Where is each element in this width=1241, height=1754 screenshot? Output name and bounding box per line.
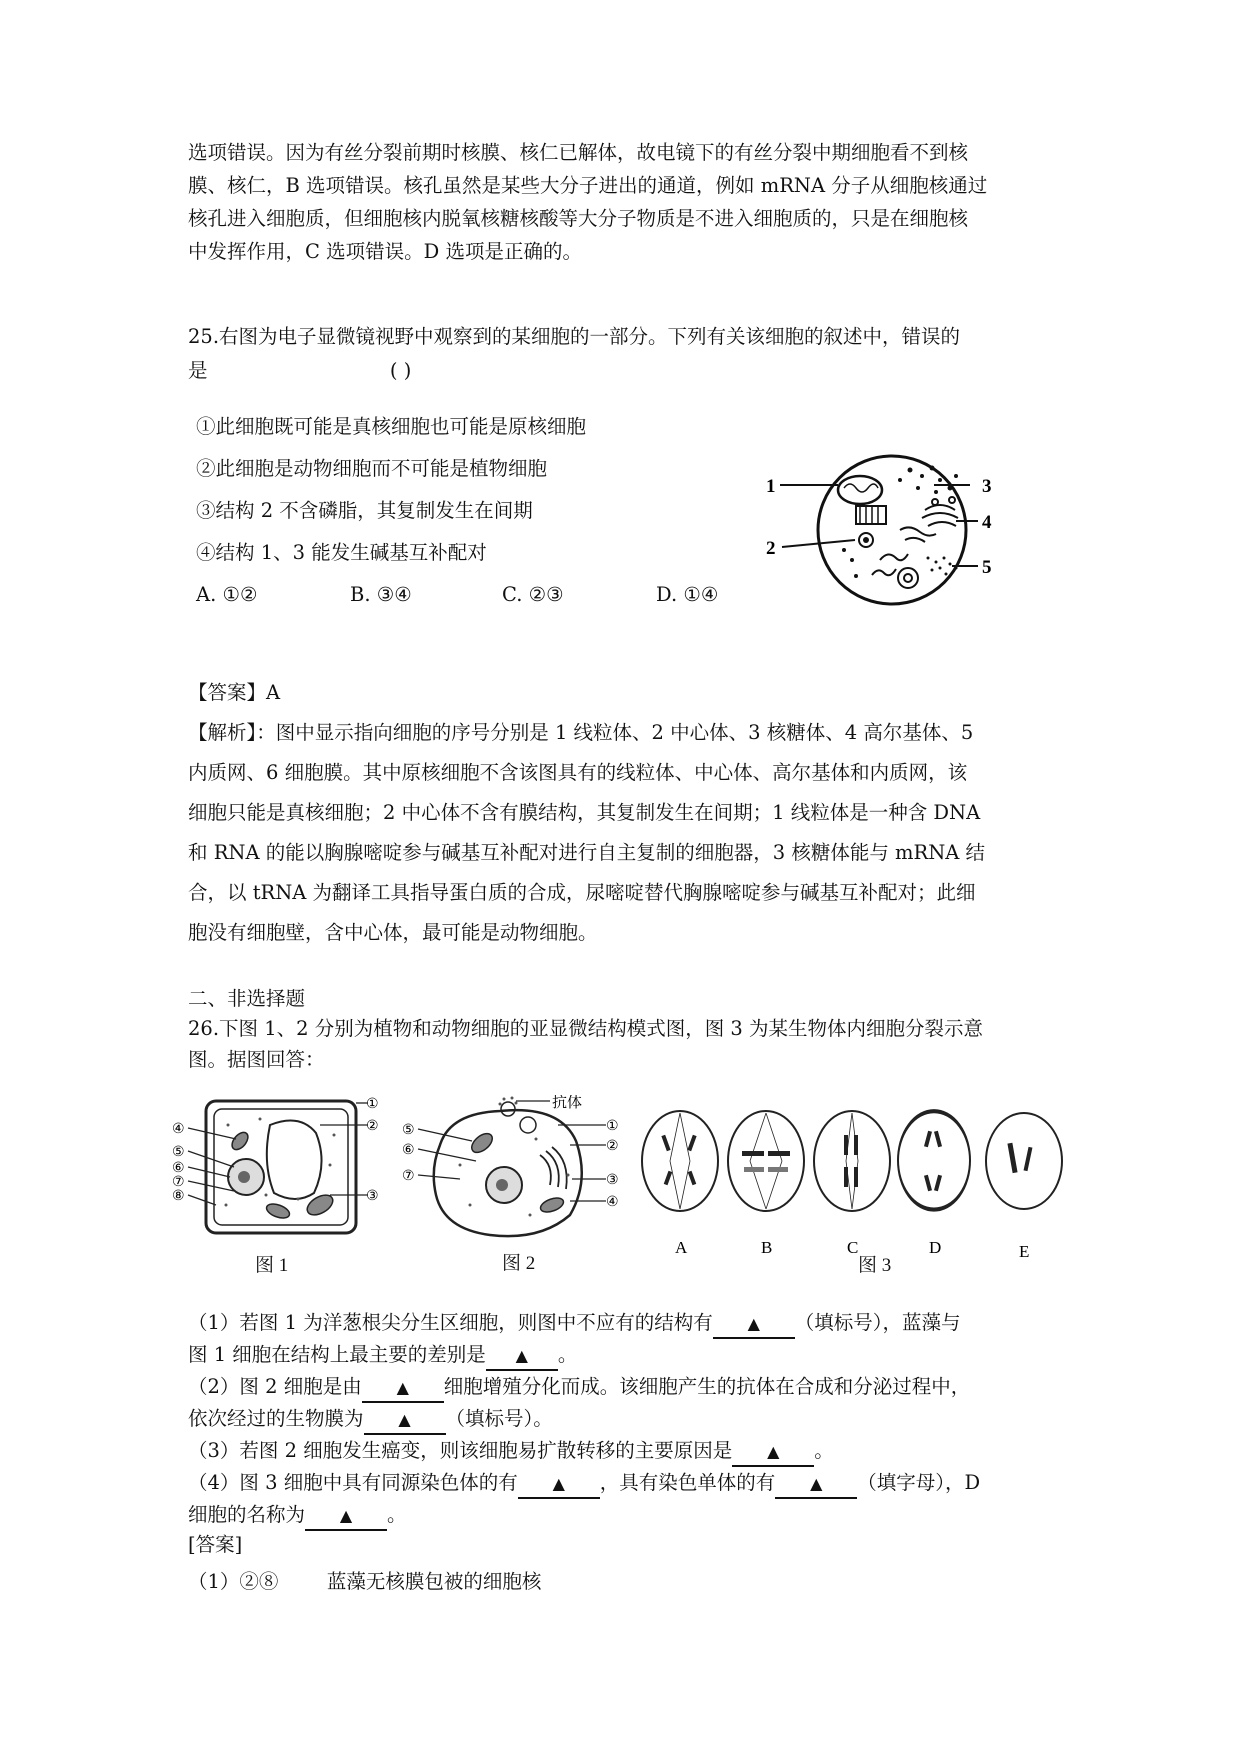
q26-sub3-text: （3）若图 2 细胞发生癌变，则该细胞易扩散转移的主要原因是 xyxy=(188,1439,733,1462)
q26-answer-1-marks: （1）②⑧ xyxy=(188,1570,279,1593)
q26-sub4-text: ，具有染色单体的有 xyxy=(599,1471,776,1494)
fig1-label-5: ⑤ xyxy=(172,1145,185,1160)
fig1-label-7: ⑦ xyxy=(172,1175,185,1190)
fig1-caption: 图 1 xyxy=(255,1255,289,1276)
q25-statement-3: ③结构 2 不含磷脂，其复制发生在间期 xyxy=(196,499,533,522)
fig2-antibody-label: 抗体 xyxy=(552,1095,583,1111)
q25-stem-tail: 是 xyxy=(188,359,208,382)
q26-sub4-text: （填字母），D xyxy=(857,1471,981,1494)
q26-answer-1-text: 蓝藻无核膜包被的细胞核 xyxy=(326,1570,542,1593)
q26-sub4-line2 xyxy=(188,1498,407,1531)
q26-sub1-line1 xyxy=(188,1306,960,1339)
q26-sub1-text: 图 1 细胞在结构上最主要的差别是 xyxy=(188,1343,486,1366)
section-heading: 二、非选择题 xyxy=(188,987,306,1010)
q26-sub2-text: （2）图 2 细胞是由 xyxy=(188,1375,362,1398)
q25-stem: 25.右图为电子显微镜视野中观察到的某细胞的一部分。下列有关该细胞的叙述中，错误的 xyxy=(188,325,961,348)
label-1: 1 xyxy=(766,476,776,497)
fig2-animal-cell xyxy=(400,1095,630,1255)
fig3-caption: 图 3 xyxy=(858,1255,892,1276)
label-4: 4 xyxy=(982,512,992,533)
q26-answer-heading: [答案] xyxy=(188,1533,243,1556)
answer-blank[interactable]: ▲ xyxy=(775,1471,857,1499)
q26-sub1-text: （1）若图 1 为洋葱根尖分生区细胞，则图中不应有的结构有 xyxy=(188,1311,713,1334)
q26-sub4-text: 细胞的名称为 xyxy=(188,1503,306,1526)
q26-sub4-text: 。 xyxy=(387,1503,407,1526)
q25-statement-1: ①此细胞既可能是真核细胞也可能是原核细胞 xyxy=(196,415,587,438)
q25-stem-2 xyxy=(188,354,411,387)
q25-option-d: D. ①④ xyxy=(656,583,719,606)
answer-blank[interactable]: ▲ xyxy=(486,1343,558,1371)
q25-cell-figure xyxy=(760,440,1010,620)
q26-stem-2: 图。据图回答： xyxy=(188,1048,325,1071)
fig3-letter-b: B xyxy=(761,1238,773,1257)
answer-blank[interactable]: ▲ xyxy=(518,1471,600,1499)
q26-sub1-text: 。 xyxy=(557,1343,578,1366)
fig1-label-6: ⑥ xyxy=(172,1161,185,1176)
mitochondrion-icon xyxy=(838,476,882,504)
fig2-label-1: ① xyxy=(606,1119,619,1134)
q25-analysis-line: 细胞只能是真核细胞；2 中心体不含有膜结构，其复制发生在间期；1 线粒体是一种含 DNA xyxy=(188,801,981,824)
q26-sub2-text: （填标号）。 xyxy=(445,1407,553,1430)
fig3-letter-c: C xyxy=(847,1238,859,1257)
q25-analysis-line: 胞没有细胞壁，含中心体，最可能是动物细胞。 xyxy=(188,921,598,944)
q25-option-c: C. ②③ xyxy=(502,583,564,606)
q25-option-a: A. ①② xyxy=(196,583,258,606)
label-5: 5 xyxy=(982,557,992,578)
fig2-label-3: ③ xyxy=(606,1173,619,1188)
q26-sub3-text: 。 xyxy=(814,1439,834,1462)
q25-answer: 【答案】A xyxy=(188,681,281,704)
intro-line: 膜、核仁，B 选项错误。核孔虽然是某些大分子进出的通道，例如 mRNA 分子从细胞核通过 xyxy=(188,174,988,197)
intro-line: 中发挥作用，C 选项错误。D 选项是正确的。 xyxy=(188,240,582,263)
fig1-label-3: ③ xyxy=(366,1189,379,1204)
fig3-cell-division xyxy=(640,1105,1080,1265)
centriole-icon xyxy=(856,506,886,547)
answer-blank[interactable]: ▲ xyxy=(713,1311,795,1339)
vesicle-icon xyxy=(898,568,918,588)
intro-line: 选项错误。因为有丝分裂前期时核膜、核仁已解体，故电镜下的有丝分裂中期细胞看不到核 xyxy=(188,141,969,164)
q26-sub1-text: （填标号），蓝藻与 xyxy=(794,1311,961,1334)
q25-analysis-line: 【解析】：图中显示指向细胞的序号分别是 1 线粒体、2 中心体、3 核糖体、4 高尔基体、5 xyxy=(188,721,974,744)
fig2-label-4: ④ xyxy=(606,1195,619,1210)
intro-line: 核孔进入细胞质，但细胞核内脱氧核糖核酸等大分子物质是不进入细胞质的，只是在细胞核 xyxy=(188,207,969,230)
fig3-letter-e: E xyxy=(1019,1242,1030,1261)
fig3-letter-a: A xyxy=(675,1238,688,1257)
fig2-label-2: ② xyxy=(606,1139,619,1154)
q25-analysis-line: 内质网、6 细胞膜。其中原核细胞不含该图具有的线粒体、中心体、高尔基体和内质网，该 xyxy=(188,761,968,784)
q26-sub2-text: 细胞增殖分化而成。该细胞产生的抗体在合成和分泌过程中， xyxy=(443,1375,971,1398)
q25-statement-2: ②此细胞是动物细胞而不可能是植物细胞 xyxy=(196,457,548,480)
answer-blank[interactable]: ▲ xyxy=(362,1375,444,1403)
fig3-letter-d: D xyxy=(929,1238,942,1257)
answer-blank[interactable]: ▲ xyxy=(732,1439,814,1467)
answer-blank[interactable]: ▲ xyxy=(305,1503,387,1531)
q26-sub2-line2 xyxy=(188,1402,553,1435)
fig1-label-8: ⑧ xyxy=(172,1189,185,1204)
q26-sub3 xyxy=(188,1434,834,1467)
q26-sub1-line2 xyxy=(188,1338,577,1371)
q26-sub2-line1 xyxy=(188,1370,970,1403)
q25-statement-4: ④结构 1、3 能发生碱基互补配对 xyxy=(196,541,487,564)
fig1-label-1: ① xyxy=(366,1097,379,1112)
q25-option-b: B. ③④ xyxy=(350,583,412,606)
golgi-icon xyxy=(922,497,958,526)
q25-analysis-line: 合，以 tRNA 为翻译工具指导蛋白质的合成，尿嘧啶替代胸腺嘧啶参与碱基互补配对；此细 xyxy=(188,881,976,904)
fig2-label-6: ⑥ xyxy=(402,1143,415,1158)
fig2-label-5: ⑤ xyxy=(402,1123,415,1138)
q26-stem: 26.下图 1、2 分别为植物和动物细胞的亚显微结构模式图，图 3 为某生物体内细胞分裂示意 xyxy=(188,1017,984,1040)
q26-sub4-line1 xyxy=(188,1466,980,1499)
label-2: 2 xyxy=(766,538,776,559)
fig1-label-2: ② xyxy=(366,1119,379,1134)
answer-blank[interactable]: ▲ xyxy=(364,1407,446,1435)
q25-answer-paren: ( ) xyxy=(389,359,412,382)
q26-sub4-text: （4）图 3 细胞中具有同源染色体的有 xyxy=(188,1471,518,1494)
fig2-label-7: ⑦ xyxy=(402,1169,415,1184)
q25-analysis-line: 和 RNA 的能以胸腺嘧啶参与碱基互补配对进行自主复制的细胞器，3 核糖体能与 mRNA 结 xyxy=(188,841,986,864)
q26-answer-1 xyxy=(188,1565,541,1598)
label-3: 3 xyxy=(982,476,992,497)
fig2-caption: 图 2 xyxy=(502,1253,536,1274)
q26-sub2-text: 依次经过的生物膜为 xyxy=(188,1407,364,1430)
fig1-label-4: ④ xyxy=(172,1122,185,1137)
